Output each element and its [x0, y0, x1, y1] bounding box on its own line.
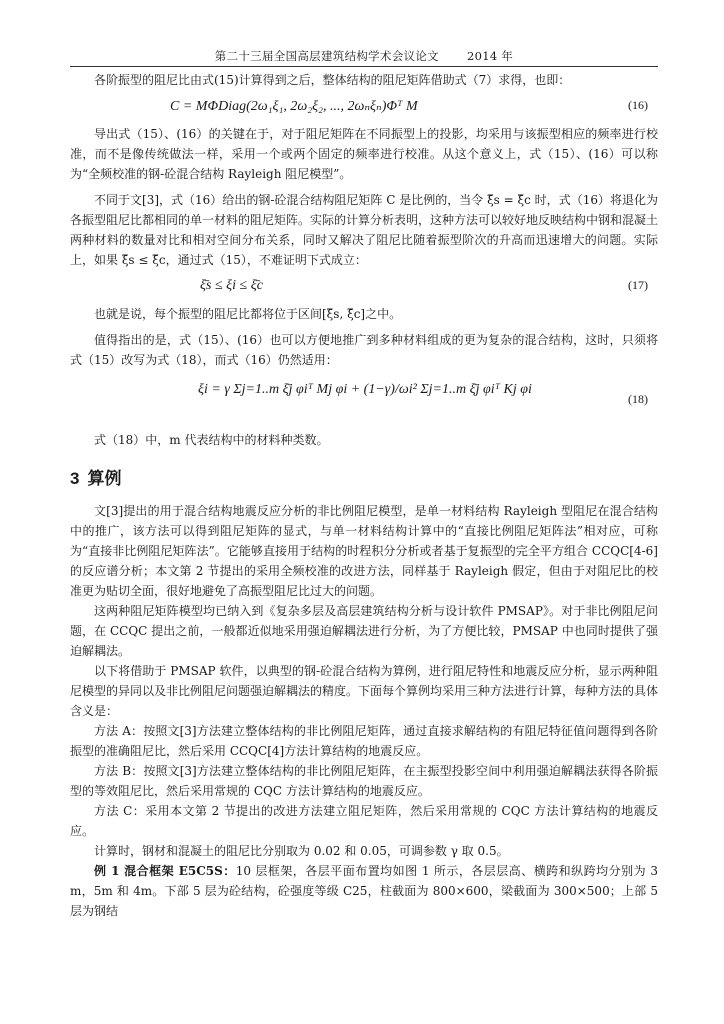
equation-18-math: ξi = γ Σj=1..m ξ̄j φiᵀ Mj φi + (1−γ)/ωi² Σj=1..m ξ̄j φiᵀ Kj φi — [198, 382, 532, 397]
paragraph: 各阶振型的阻尼比由式(15)计算得到之后，整体结构的阻尼矩阵借助式（7）求得，也即： — [94, 73, 571, 87]
header-rule — [70, 66, 658, 67]
equation-18-number: (18) — [628, 392, 648, 406]
paragraph: 式（18）中，m 代表结构中的材料种类数。 — [94, 433, 329, 447]
equation-18 — [70, 370, 658, 430]
body-text — [70, 70, 658, 921]
example-text: 10 层框架，各层平面布置均如图 1 所示，各层层高、横跨和纵跨均分别为 3m，5m 和 4m。下部 5 层为砼结构，砼强度等级 C25，柱截面为 800×600，梁截面为 300×500；上部 5 层为钢结 — [70, 864, 658, 918]
paragraph: 导出式（15）、(16）的关键在于，对于阻尼矩阵在不同振型上的投影，均采用与该振型相应的频率进行校准，而不是像传统做法一样，采用一个或两个固定的频率进行校准。从这个意义上，式（15）、(16）可以称为“全频校准的钢-砼混合结构 Rayleigh 阻尼模型”。 — [70, 127, 658, 181]
paragraph: 计算时，钢材和混凝土的阻尼比分别取为 0.02 和 0.05，可调参数 γ 取 0.5。 — [94, 844, 509, 858]
section-title: 算例 — [87, 469, 122, 488]
running-header — [70, 48, 658, 64]
equation-16-number: (16) — [628, 98, 648, 112]
header-year: 2014 年 — [466, 49, 514, 63]
paragraph: 方法 C：采用本文第 2 节提出的改进方法建立阻尼矩阵，然后采用常规的 CQC 方法计算结构的地震反应。 — [70, 804, 658, 838]
paragraph: 值得指出的是，式（15）、(16）也可以方便地推广到多种材料组成的更为复杂的混合结构，这时，只须将式（15）改写为式（18），而式（16）仍然适用： — [70, 333, 658, 367]
paragraph: 以下将借助于 PMSAP 软件，以典型的钢-砼混合结构为算例，进行阻尼特性和地震反应分析，显示两种阻尼模型的异同以及非比例阻尼问题强迫解耦法的精度。下面每个算例均采用三种方法进行计算，每种方法的具体含义是： — [70, 664, 659, 718]
paragraph: 方法 A：按照文[3]方法建立整体结构的非比例阻尼矩阵，通过直接求解结构的有阻尼特征值问题得到各阶振型的准确阻尼比，然后采用 CCQC[4]方法计算结构的地震反应。 — [70, 724, 658, 758]
equation-17-number: (17) — [628, 278, 648, 292]
paragraph: 方法 B：按照文[3]方法建立整体结构的非比例阻尼矩阵，在主振型投影空间中利用强迫解耦法获得各阶振型的等效阻尼比，然后采用常规的 CQC 方法计算结构的地震反应。 — [70, 764, 658, 798]
paragraph: 不同于文[3]，式（16）给出的钢-砼混合结构阻尼矩阵 C 是比例的，当令 ξ̄s = ξ̄c 时，式（16）将退化为各振型阻尼比都相同的单一材料的阻尼矩阵。实际的计算分析表明，这种方法可以较好地反映结构中钢和混凝土两种材料的数量对比和相对空间分布关系，同时又解决了阻尼比随着振型阶次的升高而迅速增大的问题。实际上，如果 ξ̄s ≤ ξ̄c，通过式（15），不难证明下式成立： — [70, 193, 659, 267]
example-paragraph — [70, 861, 658, 921]
equation-16-math: C = MΦDiag(2ω₁ξ₁, 2ω₂ξ₂, ..., 2ωₙξₙ)Φᵀ M — [170, 99, 418, 114]
conference-title: 第二十三届全国高层建筑结构学术会议论文 — [214, 49, 439, 63]
paragraph: 这两种阻尼矩阵模型均已纳入到《复杂多层及高层建筑结构分析与设计软件 PMSAP》。对于非比例阻尼问题，在 CCQC 提出之前，一般都近似地采用强迫解耦法进行分析，为了方便比较，PMSAP 中也同时提供了强迫解耦法。 — [70, 604, 658, 658]
section-heading — [70, 464, 658, 489]
example-label: 例 1 混合框架 E5C5S： — [94, 864, 236, 878]
equation-17-math: ξ̄s ≤ ξi ≤ ξ̄c — [200, 278, 263, 293]
paragraph: 文[3]提出的用于混合结构地震反应分析的非比例阻尼模型，是单一材料结构 Rayleigh 型阻尼在混合结构中的推广，该方法可以得到阻尼矩阵的显式，与单一材料结构计算中的“直接比例阻尼矩阵法”相对应，可称为“直接非比例阻尼矩阵法”。它能够直接用于结构的时程积分分析或者基于复振型的完全平方组合 CCQC[4-6]的反应谱分析；本文第 2 节提出的采用全频校准的改进方法，同样基于 Rayleigh 假定，但由于对阻尼比的校准更为贴切全面，很好地避免了高振型阻尼比过大的问题。 — [70, 504, 658, 598]
equation-16 — [70, 90, 658, 124]
paragraph: 也就是说，每个振型的阻尼比都将位于区间[ξ̄s, ξ̄c]之中。 — [94, 307, 402, 321]
equation-17 — [70, 270, 658, 304]
section-number: 3 — [70, 469, 80, 488]
